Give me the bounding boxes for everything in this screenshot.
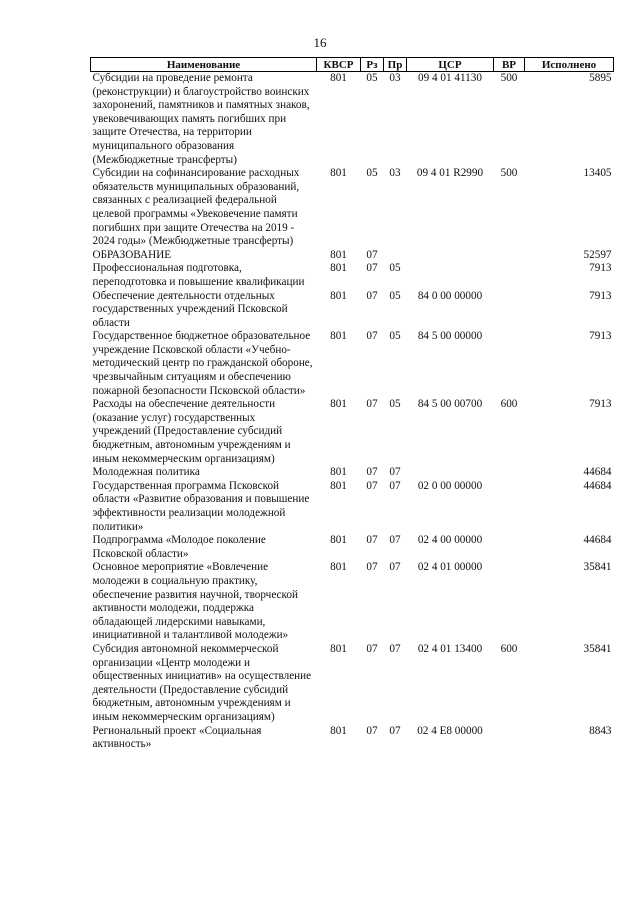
cell-amount: 35841 [583, 561, 612, 574]
cell-rz: 07 [366, 534, 378, 547]
table-row [91, 72, 614, 168]
cell-vr: 500 [500, 72, 518, 84]
cell-csr: 02 0 00 00000 [417, 479, 483, 492]
cell-csr [407, 262, 494, 289]
cell-kvsr: 801 [330, 724, 347, 737]
column-header-rz: Рз [361, 58, 384, 72]
cell-rz: 07 [366, 289, 378, 302]
cell-amount: 8843 [589, 724, 612, 737]
cell-kvsr: 801 [330, 561, 347, 574]
cell-rz: 07 [366, 561, 378, 574]
cell-vr [494, 262, 525, 289]
cell-kvsr: 801 [330, 167, 347, 180]
cell-csr: 02 4 01 00000 [417, 561, 483, 574]
cell-rz: 05 [366, 72, 378, 84]
cell-pr: 03 [389, 167, 401, 180]
cell-pr: 05 [389, 262, 401, 275]
table-row [91, 643, 614, 725]
column-header-amount: Исполнено [525, 58, 614, 72]
cell-vr [494, 466, 525, 480]
cell-csr: 02 4 01 13400 [417, 642, 483, 655]
cell-name: Субсидии на софинансирование расходных обязательств муниципальных образований, связанных с реализацией федеральной целевой программы «Увековечение памяти погибших при защите Отечества на 2019 - 2024 годы» (Межбюджетные трансферты) [92, 167, 300, 248]
cell-rz: 07 [366, 398, 378, 411]
table-row [91, 466, 614, 480]
cell-csr: 02 4 00 00000 [417, 534, 483, 547]
cell-rz: 07 [366, 724, 378, 737]
cell-amount: 35841 [583, 642, 612, 655]
budget-table [90, 57, 614, 752]
cell-amount: 44684 [583, 534, 612, 547]
cell-csr: 84 0 00 00000 [417, 289, 483, 302]
cell-name: Основное мероприятие «Вовлечение молодежи в социальную практику, обеспечение развития научной, творческой активности молодежи, поддержка обладающей лидерскими навыками, инициативной и талантливой молодежи» [92, 561, 298, 642]
table-row [91, 480, 614, 534]
cell-name: Региональный проект «Социальная активность» [92, 724, 262, 751]
cell-kvsr: 801 [330, 262, 347, 275]
cell-csr: 09 4 01 41130 [418, 72, 482, 84]
cell-rz: 05 [366, 167, 378, 180]
column-header-name: Наименование [91, 58, 317, 72]
cell-amount: 7913 [589, 262, 612, 275]
cell-pr: 05 [389, 289, 401, 302]
cell-vr [494, 480, 525, 534]
cell-name: Молодежная политика [92, 466, 200, 479]
cell-csr: 84 5 00 00700 [417, 398, 483, 411]
table-row [91, 167, 614, 249]
page-number: 16 [313, 35, 327, 50]
cell-kvsr: 801 [330, 479, 347, 492]
cell-pr: 05 [389, 330, 401, 343]
cell-name: Обеспечение деятельности отдельных государственных учреждений Псковской области [92, 289, 288, 329]
cell-pr: 07 [389, 642, 401, 655]
cell-pr: 07 [389, 724, 401, 737]
cell-name: Субсидии на проведение ремонта (реконструкции) и благоустройство воинских захоронений, памятников и памятных знаков, увековечивающих память погибших при защите Отечества, на территории муниципального образования (Межбюджетные трансферты) [92, 72, 310, 166]
cell-amount: 7913 [589, 289, 612, 302]
cell-name: Профессиональная подготовка, переподготовка и повышение квалификации [92, 262, 305, 288]
cell-kvsr: 801 [330, 642, 347, 655]
column-header-csr: ЦСР [407, 58, 494, 72]
cell-amount: 44684 [583, 479, 612, 492]
cell-rz: 07 [366, 262, 378, 275]
cell-kvsr: 801 [330, 466, 347, 479]
cell-pr: 07 [389, 466, 401, 479]
cell-vr [494, 725, 525, 752]
cell-vr [494, 330, 525, 398]
cell-amount: 5895 [589, 72, 612, 84]
cell-csr: 09 4 01 R2990 [416, 167, 484, 180]
cell-vr: 600 [500, 642, 518, 655]
table-row [91, 725, 614, 752]
cell-vr [494, 534, 525, 561]
cell-rz: 07 [366, 479, 378, 492]
cell-name: Субсидия автономной некоммерческой организации «Центр молодежи и общественных инициатив» на осуществление деятельности (Предоставление субсидий бюджетным, автономным учреждениям и иным некоммерческим организациям) [92, 642, 312, 723]
cell-amount: 7913 [589, 330, 612, 343]
cell-vr: 500 [500, 167, 518, 180]
table-row [91, 290, 614, 331]
cell-pr: 07 [389, 561, 401, 574]
cell-kvsr: 801 [330, 398, 347, 411]
cell-name: ОБРАЗОВАНИЕ [92, 248, 172, 261]
cell-vr [494, 290, 525, 331]
cell-rz: 07 [366, 330, 378, 343]
cell-rz: 07 [366, 642, 378, 655]
table-row [91, 534, 614, 561]
cell-name: Подпрограмма «Молодое поколение Псковской области» [92, 534, 266, 560]
header-row [91, 58, 614, 72]
table-body [91, 72, 614, 752]
cell-vr [494, 561, 525, 643]
cell-kvsr: 801 [330, 72, 347, 84]
cell-kvsr: 801 [330, 289, 347, 302]
cell-pr [384, 249, 407, 263]
column-header-kvsr: КВСР [317, 58, 361, 72]
cell-amount: 44684 [583, 466, 612, 479]
cell-kvsr: 801 [330, 330, 347, 343]
cell-rz: 07 [366, 248, 378, 261]
cell-kvsr: 801 [330, 248, 347, 261]
cell-name: Государственная программа Псковской области «Развитие образования и повышение эффективности реализации молодежной политики» [92, 479, 310, 533]
cell-rz: 07 [366, 466, 378, 479]
cell-pr: 03 [389, 72, 401, 84]
cell-amount: 52597 [583, 248, 612, 261]
cell-amount: 7913 [589, 398, 612, 411]
cell-amount: 13405 [583, 167, 612, 180]
cell-pr: 07 [389, 479, 401, 492]
cell-pr: 05 [389, 398, 401, 411]
cell-csr [407, 249, 494, 263]
column-header-vr: ВР [494, 58, 525, 72]
cell-csr [407, 466, 494, 480]
cell-kvsr: 801 [330, 534, 347, 547]
table-row [91, 398, 614, 466]
table-row [91, 262, 614, 289]
cell-vr: 600 [500, 398, 518, 411]
cell-name: Государственное бюджетное образовательное учреждение Псковской области «Учебно-методический центр по гражданской обороне, чрезвычайным ситуациям и обеспечению пожарной безопасности Псковской области» [92, 330, 313, 397]
table-row [91, 249, 614, 263]
table-row [91, 330, 614, 398]
table-row [91, 561, 614, 643]
cell-csr: 02 4 E8 00000 [417, 724, 483, 737]
cell-vr [494, 249, 525, 263]
cell-name: Расходы на обеспечение деятельности (оказание услуг) государственных учреждений (Предоставление субсидий бюджетным, автономным учреждениям и иным некоммерческим организациям) [92, 398, 291, 465]
column-header-pr: Пр [384, 58, 407, 72]
cell-pr: 07 [389, 534, 401, 547]
cell-csr: 84 5 00 00000 [417, 330, 483, 343]
